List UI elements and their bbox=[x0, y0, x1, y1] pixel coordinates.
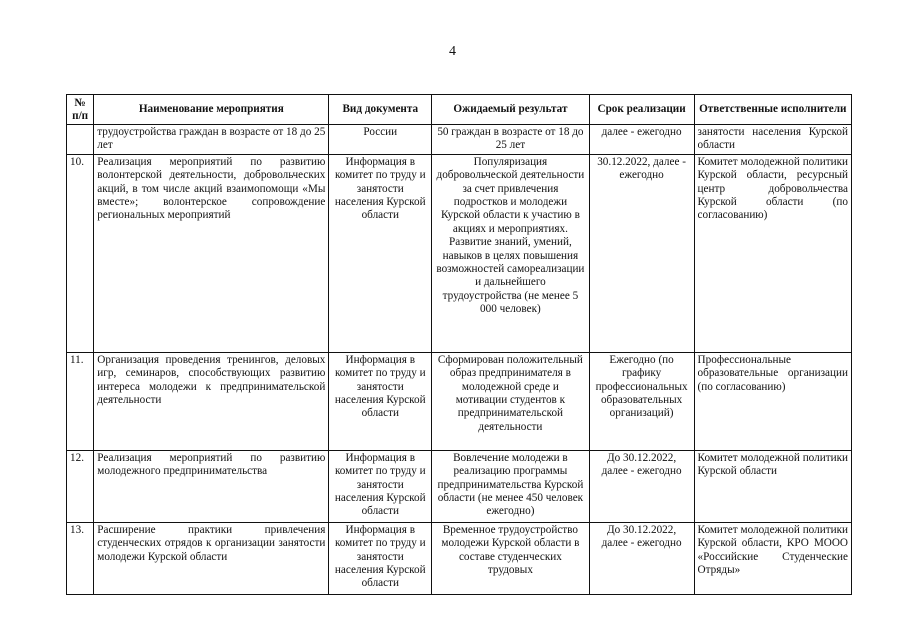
row-term: До 30.12.2022, далее - ежегодно bbox=[589, 522, 694, 594]
row-doc: Информация в комитет по труду и занятости населения Курской области bbox=[329, 154, 432, 352]
header-num: № п/п bbox=[67, 95, 94, 125]
table-row bbox=[67, 450, 852, 522]
table-header-row bbox=[67, 95, 852, 125]
row-name: Организация проведения тренингов, деловых игр, семинаров, способствующих развитию интереса молодежи к предпринимательской деятельности bbox=[94, 352, 329, 450]
row-name: Реализация мероприятий по развитию волонтерской деятельности, добровольческих акций, в том числе акций взаимопомощи «Мы вместе»; волонтерское сопровождение региональных мероприятий bbox=[94, 154, 329, 352]
row-name: трудоустройства граждан в возрасте от 18 до 25 лет bbox=[94, 125, 329, 155]
row-term: Ежегодно (по графику профессиональных образовательных организаций) bbox=[589, 352, 694, 450]
header-result: Ожидаемый результат bbox=[432, 95, 589, 125]
table-row bbox=[67, 125, 852, 155]
row-term: далее - ежегодно bbox=[589, 125, 694, 155]
row-resp: Комитет молодежной политики Курской области bbox=[694, 450, 851, 522]
row-doc: Информация в комитет по труду и занятости населения Курской области bbox=[329, 352, 432, 450]
header-resp: Ответственные исполнители bbox=[694, 95, 851, 125]
row-result: Временное трудоустройство молодежи Курской области в составе студенческих трудовых bbox=[432, 522, 589, 594]
row-doc: Информация в комитет по труду и занятости населения Курской области bbox=[329, 450, 432, 522]
header-term: Срок реализации bbox=[589, 95, 694, 125]
row-num: 10. bbox=[67, 154, 94, 352]
header-doc: Вид документа bbox=[329, 95, 432, 125]
page-number: 4 bbox=[449, 44, 456, 59]
table-row bbox=[67, 522, 852, 594]
row-doc: России bbox=[329, 125, 432, 155]
row-resp: Профессиональные образовательные организации (по согласованию) bbox=[694, 352, 851, 450]
row-num: 13. bbox=[67, 522, 94, 594]
row-resp: Комитет молодежной политики Курской области, КРО МООО «Российские Студенческие Отряды» bbox=[694, 522, 851, 594]
row-term: 30.12.2022, далее - ежегодно bbox=[589, 154, 694, 352]
table-row bbox=[67, 154, 852, 352]
row-result: Сформирован положительный образ предпринимателя в молодежной среде и мотивации студентов к предпринимательской деятельности bbox=[432, 352, 589, 450]
row-result: Популяризация добровольческой деятельности за счет привлечения подростков и молодежи Курской области к участию в акциях и мероприятиях. Развитие знаний, умений, навыков в целях повышения возможностей самореализации и дальнейшего трудоустройства (не менее 5 000 человек) bbox=[432, 154, 589, 352]
row-result: 50 граждан в возрасте от 18 до 25 лет bbox=[432, 125, 589, 155]
table-row bbox=[67, 352, 852, 450]
row-num: 11. bbox=[67, 352, 94, 450]
row-num: 12. bbox=[67, 450, 94, 522]
header-name: Наименование мероприятия bbox=[94, 95, 329, 125]
row-result: Вовлечение молодежи в реализацию программы предпринимательства Курской области (не менее 450 человек ежегодно) bbox=[432, 450, 589, 522]
row-resp: занятости населения Курской области bbox=[694, 125, 851, 155]
row-name: Реализация мероприятий по развитию молодежного предпринимательства bbox=[94, 450, 329, 522]
row-name: Расширение практики привлечения студенческих отрядов к организации занятости молодежи Курской области bbox=[94, 522, 329, 594]
row-doc: Информация в комитет по труду и занятости населения Курской области bbox=[329, 522, 432, 594]
row-num bbox=[67, 125, 94, 155]
row-term: До 30.12.2022, далее - ежегодно bbox=[589, 450, 694, 522]
events-table bbox=[66, 94, 852, 595]
row-resp: Комитет молодежной политики Курской области, ресурсный центр добровольчества Курской области (по согласованию) bbox=[694, 154, 851, 352]
